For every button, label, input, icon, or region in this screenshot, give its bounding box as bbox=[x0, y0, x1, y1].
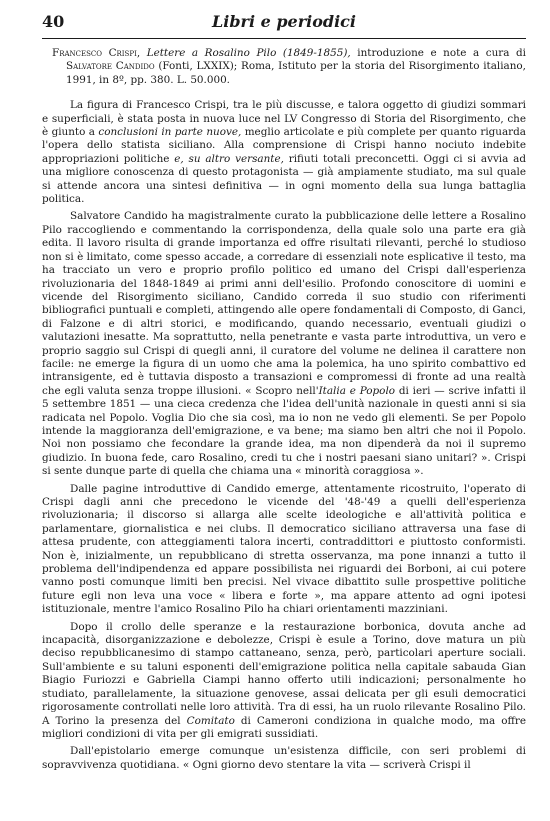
page-number: 40 bbox=[42, 12, 65, 31]
italic-text: conclusioni in parte nuove, bbox=[98, 126, 242, 139]
running-title: Libri e periodici bbox=[212, 12, 356, 31]
body-paragraph bbox=[42, 99, 526, 206]
text-run: di ieri — scrive infatti il 5 settembre 1851 — una cieca credenza che l'idea dell'unità nazionale in questi anni si sia radicata nel Popolo. Voglia Dio che sia così, ma io non ne vedo gli elementi. Se per Popolo intende la maggioranza dell'emigrazione, e va bene; ma siamo ben altri che noi il Popolo. Noi non possiamo che fecondare la grande idea, ma non dipenderà da noi il supremo giudizio. In buona fede, caro Rosalino, credi tu che i nostri paesani siano unitari? ». Crispi si sente dunque parte di quella che chiama una « minorità coraggiosa ». bbox=[42, 384, 526, 478]
italic-text: e, su altro versante, bbox=[174, 152, 284, 165]
body-paragraph bbox=[42, 483, 526, 617]
text-run: rifiuti totali preconcetti. Oggi ci si avvia ad una migliore conoscenza di questo protagonista — già ampiamente studiato, ma sul quale si attende ancora una sintesi definitiva — in ogni momento della sua lunga battaglia politica. bbox=[42, 152, 526, 206]
header-rule bbox=[42, 38, 526, 39]
article-body bbox=[42, 99, 526, 772]
page-header bbox=[42, 12, 526, 34]
body-paragraph bbox=[42, 621, 526, 742]
italic-text: Italia e Popolo bbox=[318, 384, 396, 397]
citation-title: Lettere a Rosalino Pilo (1849-1855), bbox=[146, 47, 351, 59]
document-page bbox=[42, 12, 526, 772]
text-run: La figura di Francesco Crispi, tra le più discusse, e talora oggetto di giudizi sommari e superficiali, è stata posta in nuova luce nel LV Congresso di Storia del Risorgimento, che è giunto a bbox=[42, 99, 526, 139]
body-paragraph bbox=[42, 745, 526, 772]
italic-text: Comitato bbox=[186, 714, 235, 727]
book-citation bbox=[42, 47, 526, 87]
text-run: di Cameroni condiziona in qualche modo, ma offre migliori condizioni di vita per gli emigrati sussidiati. bbox=[42, 714, 526, 740]
citation-author: Francesco Crispi, bbox=[52, 47, 141, 59]
text-run: Dalle pagine introduttive di Candido emerge, attentamente ricostruito, l'operato di Crispi dagli anni che precedono le vicende del '48-'49 a quelli dell'esperienza rivoluzionaria; il discorso si allarga alle scelte ideologiche e all'attività politica e parlamentare, giornalistica e nei clubs. Il democratico siciliano attraversa una fase di attesa prudente, con atteggiamenti talora incerti, contraddittori e piuttosto conformisti. Non è, inizialmente, un repubblicano di stretta osservanza, ma pone innanzi a tutto il problema dell'indipendenza ed appare possibilista nei riguardi dei Borboni, ai cui potere vanno posti comunque limiti ben precisi. Nel vivace dibattito sulle prospettive politiche future egli non leva una voce « libera e forte », ma appare attento ad ogni ipotesi istituzionale, mentre l'amico Rosalino Pilo ha chiari orientamenti mazziniani. bbox=[42, 482, 526, 616]
text-run: Dall'epistolario emerge comunque un'esistenza difficile, con seri problemi di sopravvivenza quotidiana. « Ogni giorno devo stentare la vita — scriverà Crispi il bbox=[42, 745, 526, 771]
citation-text-2: (Fonti, LXXIX); Roma, Istituto per la storia del Risorgimento italiano, 1991, in 8º, pp. 380. L. 50.000. bbox=[66, 60, 526, 86]
text-run: meglio articolate e più complete per quanto riguarda l'opera dello statista siciliano. Alla comprensione di Crispi hanno nociuto indebite appropriazioni politiche bbox=[42, 126, 526, 165]
text-run: Dopo il crollo delle speranze e la restaurazione borbonica, dovuta anche ad incapacità, disorganizzazione e debolezze, Crispi è esule a Torino, dove matura un più deciso repubblicanesimo di stampo cattaneano, senza, però, particolari aperture sociali. Sull'ambiente e su taluni esponenti dell'emigrazione politica nella capitale sabauda Gian Biagio Furiozzi e Gabriella Ciampi hanno offerto utili indicazioni; personalmente ho studiato, parallelamente, la situazione genovese, assai delicata per gli esuli democratici rigorosamente controllati nelle loro attività. Tra di essi, ha un ruolo rilevante Rosalino Pilo. A Torino la presenza del bbox=[42, 620, 526, 727]
citation-editor: Salvatore Candido bbox=[66, 60, 155, 73]
text-run: Salvatore Candido ha magistralmente curato la pubblicazione delle lettere a Rosalino Pilo raccogliendo e commentando la corrispondenza, della quale solo una parte era già edita. Il lavoro risulta di grande importanza ed offre risultati rilevanti, perché lo studioso non si è limitato, come spesso accade, a corredare di essenziali note esplicative il testo, ma ha tracciato un vero e proprio profilo politico ed umano del Crispi dall'esperienza rivoluzionaria del 1848-1849 ai primi anni dell'esilio. Profondo conoscitore di uomini e vicende del Risorgimento siciliano, Candido correda il suo studio con riferimenti bibliografici puntuali e completi, attingendo alle opere fondamentali di Composto, di Ganci, di Falzone e di altri storici, e modificando, quando necessario, eventuali giudizi o valutazioni inesatte. Ma soprattutto, nella penetrante e vasta parte introduttiva, un vero e proprio saggio sul Crispi di quegli anni, il curatore del volume ne delinea il carattere non facile: ne emerge la figura di un uomo che ama la polemica, ha uno spirito combattivo ed intransigente, ed è tuttavia disposto a transazioni e compromessi di fronte ad una realtà che egli valuta senza troppe illusioni. « Scopro nell' bbox=[42, 210, 526, 397]
citation-text-1: introduzione e note a cura di bbox=[357, 47, 526, 59]
body-paragraph bbox=[42, 210, 526, 478]
